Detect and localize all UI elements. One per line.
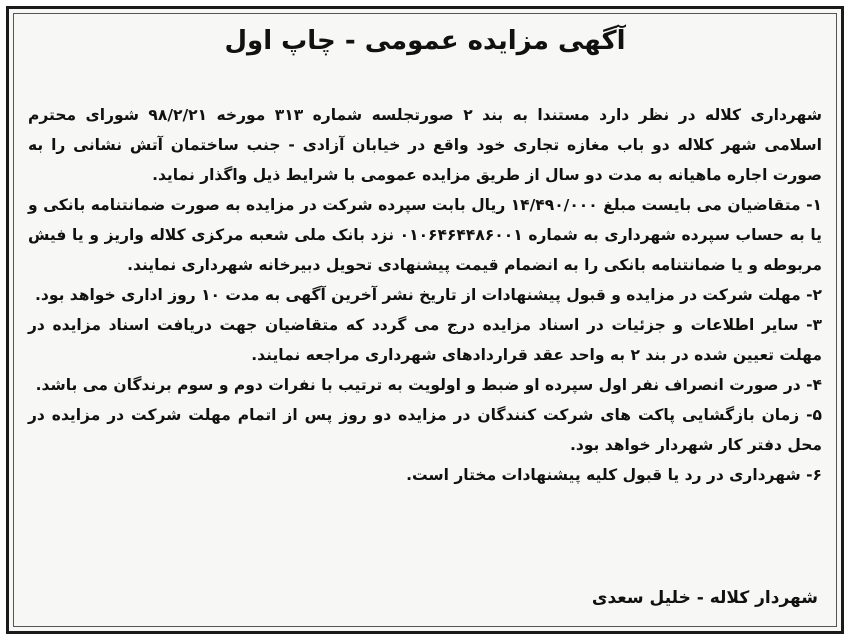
notice-signature: شهردار کلاله - خلیل سعدی: [591, 588, 818, 608]
notice-title: آگهی مزایده عمومی - چاپ اول: [224, 26, 626, 56]
notice-item-5: ۵- زمان بازگشایی پاکت های شرکت کنندگان در مزایده دو روز پس از اتمام مهلت شرکت در مزایده در محل دفتر کار شهردار خواهد بود.: [28, 406, 822, 454]
notice-item-6: ۶- شهرداری در رد یا قبول کلیه پیشنهادات مختار است.: [406, 466, 822, 484]
notice-body: [28, 100, 822, 490]
notice-item-2: ۲- مهلت شرکت در مزایده و قبول پیشنهادات از تاریخ نشر آخرین آگهی به مدت ۱۰ روز اداری خواهد بود.: [35, 286, 822, 304]
notice-intro: شهرداری کلاله در نظر دارد مستندا به بند ۲ صورتجلسه شماره ۳۱۳ مورخه ۹۸/۲/۲۱ شورای محترم اسلامی شهر کلاله دو باب مغازه تجاری خود واقع در خیابان آزادی - جنب ساختمان آتش نشانی را به صورت اجاره ماهیانه به مدت دو سال از طریق مزایده عمومی با شرایط ذیل واگذار نماید.: [28, 106, 823, 184]
notice-frame: [6, 6, 844, 634]
notice-inner-border: [13, 13, 837, 627]
notice-item-4: ۴- در صورت انصراف نفر اول سپرده او ضبط و اولویت به ترتیب با نفرات دوم و سوم برندگان می باشد.: [35, 376, 822, 394]
notice-item-1: ۱- متقاضیان می بایست مبلغ ۱۴/۴۹۰/۰۰۰ ریال بابت سپرده شرکت در مزایده به صورت ضمانتنامه بانکی و یا به حساب سپرده شهرداری به شماره ۰۱۰۶۴۶۴۴۸۶۰۰۱ نزد بانک ملی شعبه مرکزی کلاله واریز و یا فیش مربوطه و یا ضمانتنامه بانکی را به انضمام قیمت پیشنهادی تحویل دبیرخانه شهرداری نمایند.: [28, 196, 822, 274]
notice-item-3: ۳- سایر اطلاعات و جزئیات در اسناد مزایده درج می گردد که متقاضیان جهت دریافت اسناد مزایده در مهلت تعیین شده در بند ۲ به واحد عقد قراردادهای شهرداری مراجعه نمایند.: [28, 316, 822, 364]
